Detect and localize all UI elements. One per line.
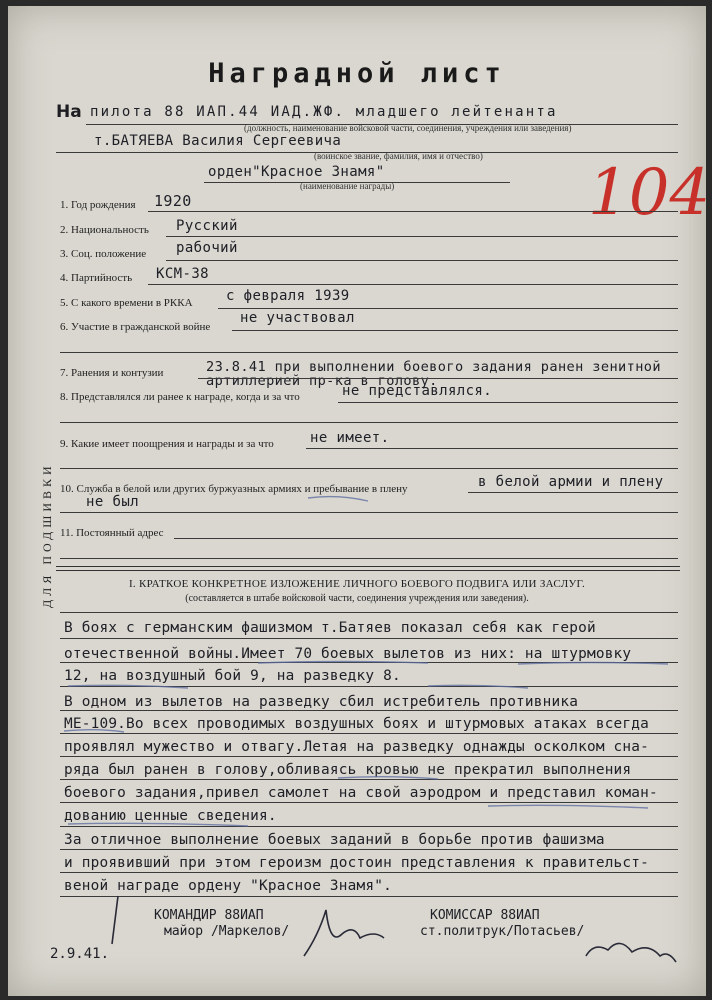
narrative-line: За отличное выполнение боевых заданий в борьбе против фашизма <box>64 832 605 848</box>
field-value-rewards: не имеет. <box>310 430 390 446</box>
svg-text:104: 104 <box>588 156 711 230</box>
narrative-line: МЕ-109.Во всех проводимых воздушных боях и штурмовых атаках всегда <box>64 716 650 732</box>
name-hint: (воинское звание, фамилия, имя и отчество) <box>314 151 483 161</box>
narrative-line: В одном из вылетов на разведку сбил истребитель противника <box>64 694 579 710</box>
na-label: На <box>56 102 82 122</box>
narrative-line: В боях с германским фашизмом т.Батяев показал себя как герой <box>64 620 596 636</box>
narrative-line: ряда был ранен в голову,обливаясь кровью не прекратил выполнения <box>64 762 632 778</box>
name-value: т.БАТЯЕВА Василия Сергеевича <box>94 133 342 149</box>
award-sheet <box>8 6 711 996</box>
award-hint: (наименование награды) <box>300 181 395 191</box>
field-value-social: рабочий <box>176 240 238 256</box>
date-stamp: 2.9.41. <box>50 946 110 962</box>
field-value-prev-award: не представлялся. <box>342 383 493 399</box>
commander-name: майор /Маркелов/ <box>164 924 290 939</box>
field-value-white-army: в белой армии и плену <box>478 474 664 490</box>
commissar-name: ст.политрук/Потасьев/ <box>420 924 585 939</box>
field-value-party: КСМ-38 <box>156 266 209 282</box>
field-value-civil-war: не участвовал <box>240 310 355 326</box>
narrative-line: отечественной войны.Имеет 70 боевых вылетов из них: на штурмовку <box>64 646 632 662</box>
side-binding-label: ДЛЯ ПОДШИВКИ <box>40 462 54 608</box>
narrative-line: дованию ценные сведения. <box>64 808 277 824</box>
field-label-nationality: 2. Национальность <box>60 224 149 236</box>
field-label-party: 4. Партийность <box>60 272 133 284</box>
section-subtitle: (составляется в штабе войсковой части, соединения учреждения или заведения). <box>185 593 529 604</box>
narrative-line: боевого задания,привел самолет на свой аэродром и представил коман- <box>64 785 658 801</box>
field-label-prev-award: 8. Представлялся ли ранее к награде, когда и за что <box>60 391 300 403</box>
award-value: орден"Красное Знамя" <box>208 164 385 180</box>
field-value-birth-year: 1920 <box>154 192 192 210</box>
narrative-line: и проявивший при этом героизм достоин представления к правительст- <box>64 855 650 871</box>
position-value: пилота 88 ИАП.44 ИАД.ЖФ. младшего лейтенанта <box>90 104 558 120</box>
document-title: Наградной лист <box>208 58 506 89</box>
field-value-nationality: Русский <box>176 218 238 234</box>
position-hint: (должность, наименование войсковой части, соединения, учреждения или заведения) <box>244 123 572 133</box>
field-label-wounds: 7. Ранения и контузии <box>60 367 164 379</box>
narrative-line: проявлял мужество и отвагу.Летая на разведку однажды осколком сна- <box>64 739 650 755</box>
handwritten-signatures <box>8 6 706 996</box>
section-title: I. КРАТКОЕ КОНКРЕТНОЕ ИЗЛОЖЕНИЕ ЛИЧНОГО БОЕВОГО ПОДВИГА ИЛИ ЗАСЛУГ. <box>128 578 586 590</box>
field-label-rkka: 5. С какого времени в РККА <box>60 297 193 309</box>
field-value-rkka: с февраля 1939 <box>226 288 350 304</box>
field-label-civil-war: 6. Участие в гражданской войне <box>60 321 211 333</box>
field-value-wounds-2: артиллерией пр-ка в голову. <box>206 373 438 389</box>
field-value-wounds: 23.8.41 при выполнении боевого задания ранен зенитной <box>206 359 661 375</box>
field-label-rewards: 9. Какие имеет поощрения и награды и за что <box>60 438 274 450</box>
field-label-social: 3. Соц. положение <box>60 248 147 260</box>
narrative-line: 12, на воздушный бой 9, на разведку 8. <box>64 668 401 684</box>
commissar-signature <box>586 943 676 962</box>
commander-signature <box>304 910 384 956</box>
commander-signature-stroke <box>112 896 118 944</box>
field-label-birth-year: 1. Год рождения <box>60 199 136 211</box>
field-label-white-army: 10. Служба в белой или других буржуазных армиях и пребывание в плену <box>60 483 408 495</box>
commander-title: КОМАНДИР 88ИАП <box>154 908 264 923</box>
field-label-address: 11. Постоянный адрес <box>60 527 164 539</box>
commissar-title: КОМИССАР 88ИАП <box>430 908 540 923</box>
narrative-line: веной награде ордену "Красное Знамя". <box>64 878 392 894</box>
field-value-white-army-2: не был <box>86 494 139 510</box>
